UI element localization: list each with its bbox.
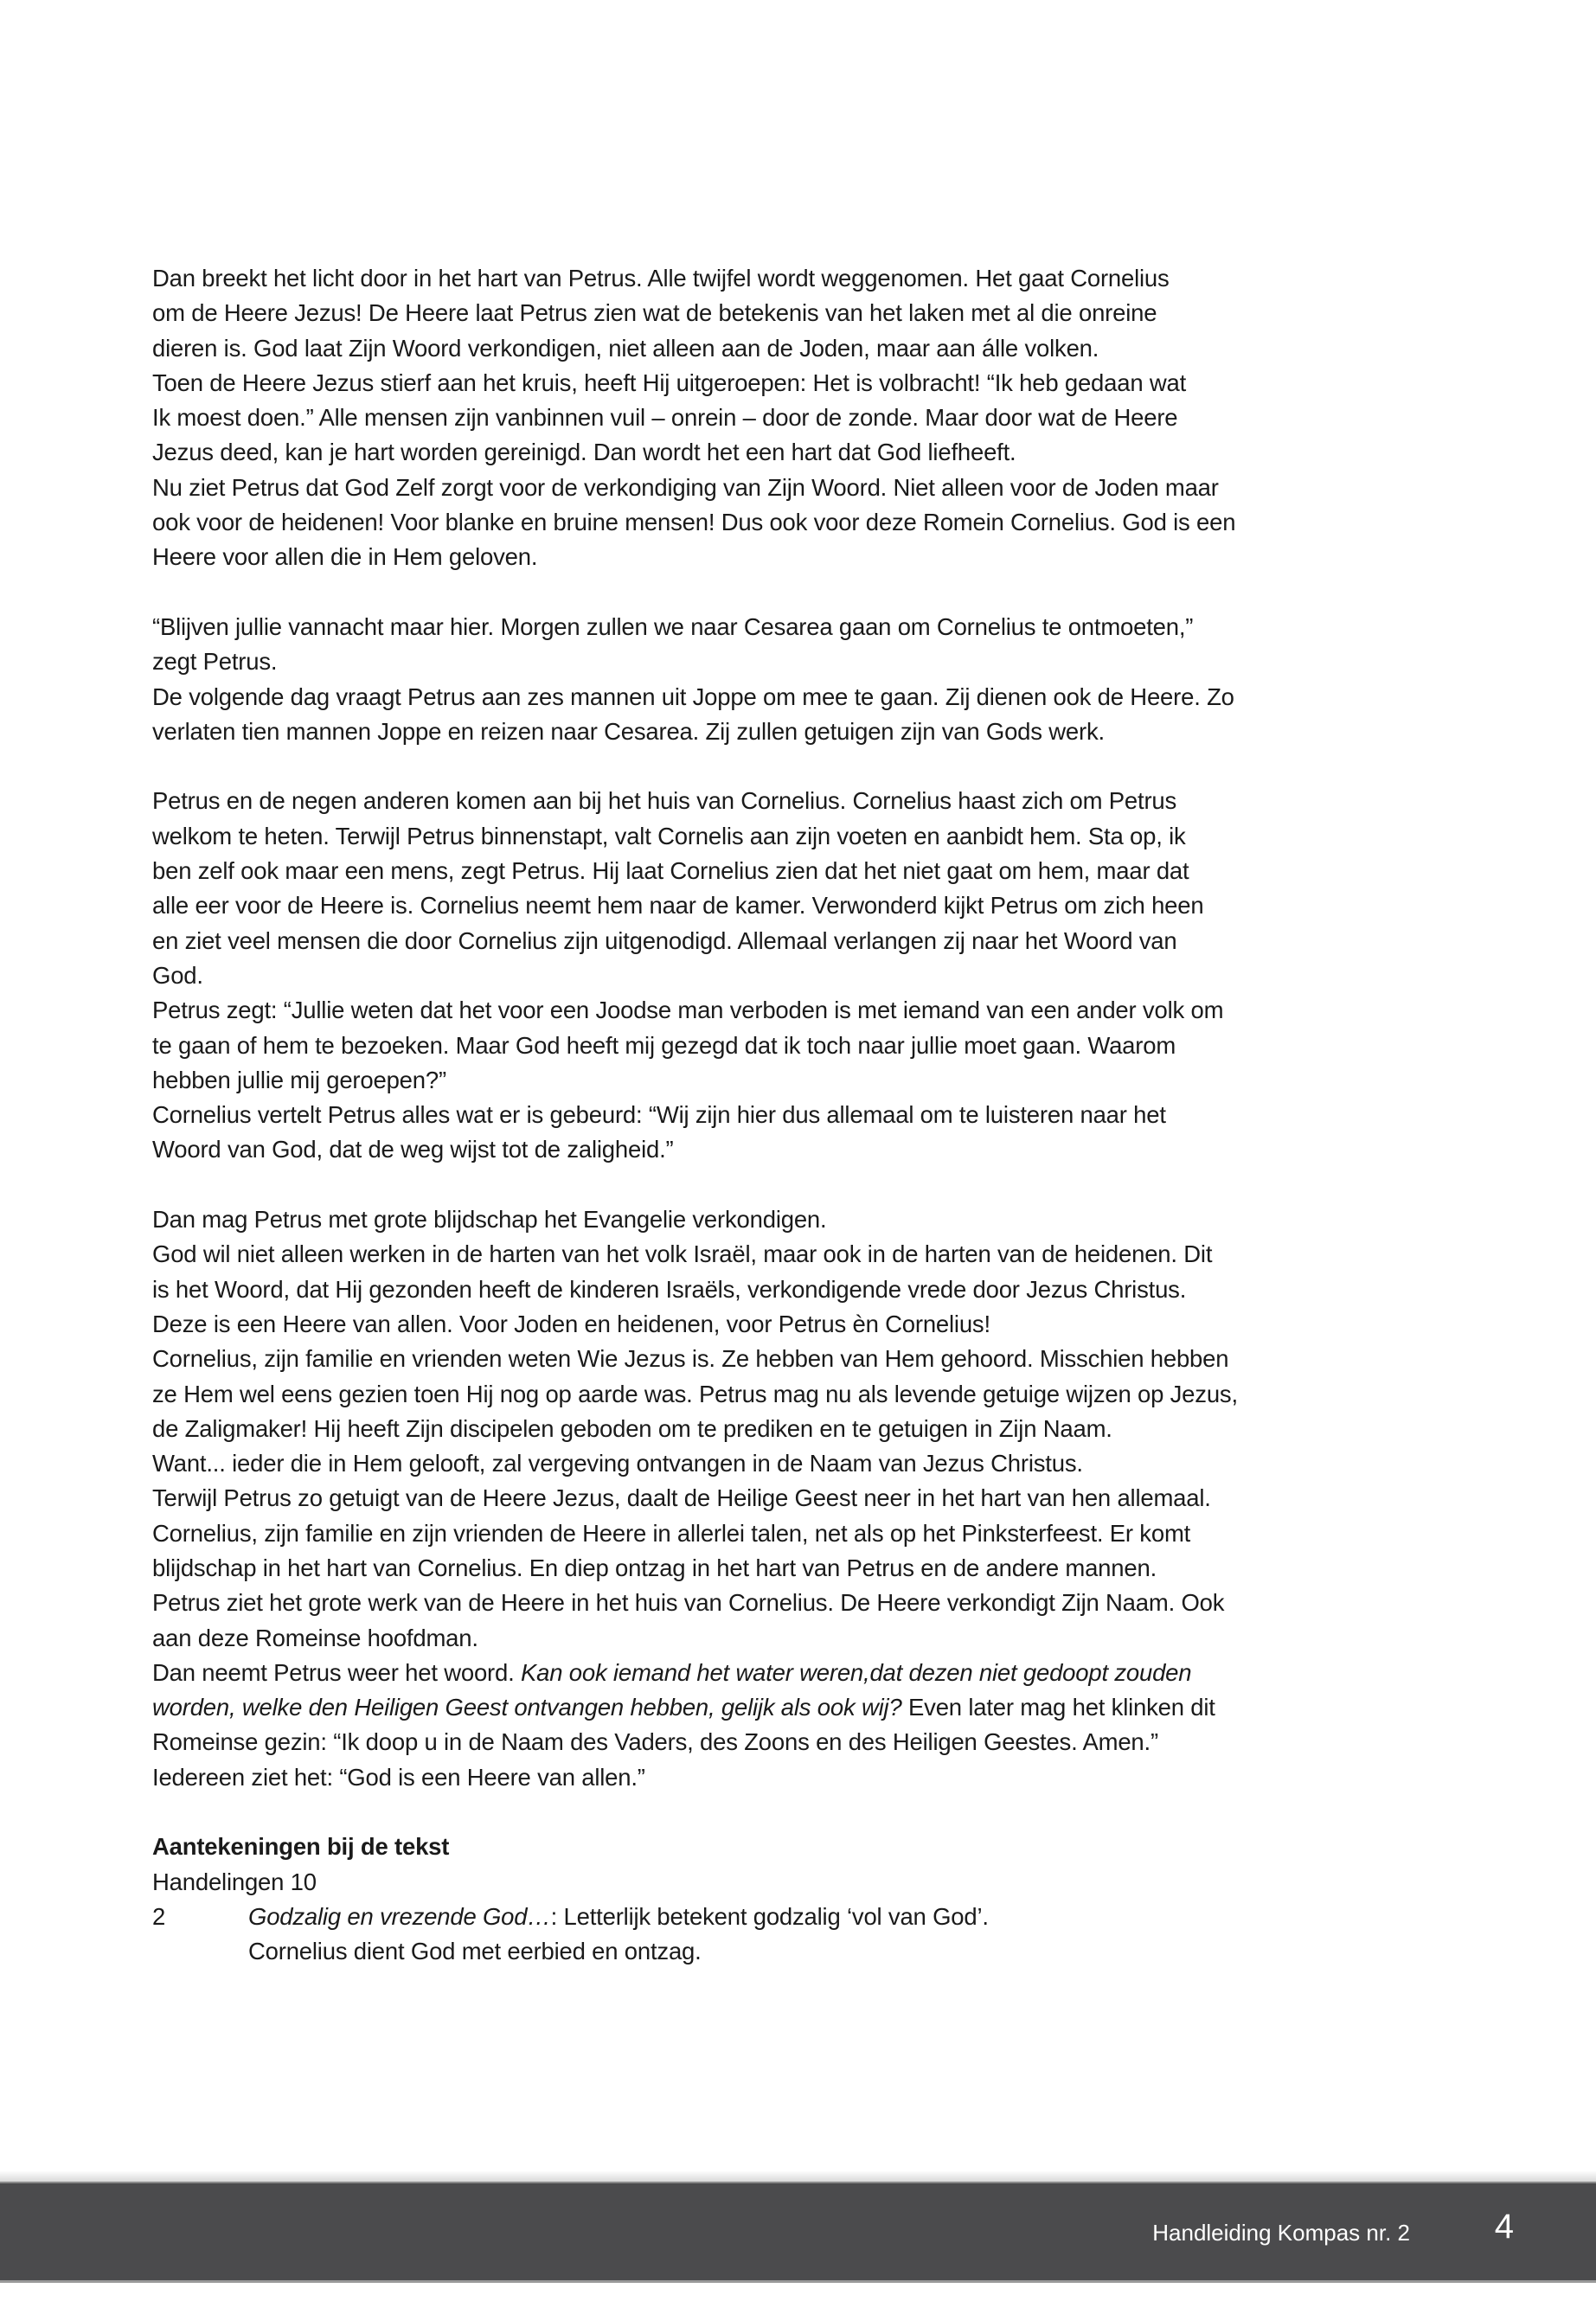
text-line [152, 1621, 1450, 1656]
notes-section [152, 1830, 1450, 1969]
text-line [152, 401, 1450, 435]
text-segment: Want... ieder die in Hem gelooft, zal vergeving ontvangen in de Naam van Jezus Christus. [152, 1450, 1083, 1477]
text-segment: alle eer voor de Heere is. Cornelius neemt hem naar de kamer. Verwonderd kijkt Petrus om zich heen [152, 892, 1204, 920]
paragraph-block [152, 261, 1450, 575]
text-line [152, 540, 1450, 574]
text-line [152, 1656, 1450, 1690]
text-line [152, 1690, 1450, 1725]
text-segment: Jezus deed, kan je hart worden gereinigd. Dan wordt het een hart dat God liefheeft. [152, 439, 1016, 466]
text-line [152, 435, 1450, 470]
text-segment: Terwijl Petrus zo getuigt van de Heere Jezus, daalt de Heilige Geest neer in het hart van hen allemaal. [152, 1484, 1211, 1512]
text-line [152, 1551, 1450, 1586]
notes-heading: Aantekeningen bij de tekst [152, 1833, 450, 1861]
text-segment: Petrus en de negen anderen komen aan bij het huis van Cornelius. Cornelius haast zich om Petrus [152, 787, 1177, 815]
text-segment: ben zelf ook maar een mens, zegt Petrus. Hij laat Cornelius zien dat het niet gaat om hem, maar dat [152, 857, 1189, 885]
text-line [152, 888, 1450, 923]
text-line [152, 784, 1450, 818]
text-segment: Dan breekt het licht door in het hart van Petrus. Alle twijfel wordt weggenomen. Het gaat Cornelius [152, 265, 1170, 292]
notes-book: Handelingen 10 [152, 1868, 317, 1895]
text-line [152, 1202, 1450, 1237]
text-segment: verlaten tien mannen Joppe en reizen naar Cesarea. Zij zullen getuigen zijn van Gods werk. [152, 717, 1105, 745]
note-continuation: Cornelius dient God met eerbied en ontzag. [248, 1938, 702, 1965]
text-segment: Dan neemt Petrus weer het woord. [152, 1658, 521, 1686]
text-segment: Ik moest doen.” Alle mensen zijn vanbinnen vuil – onrein – door de zonde. Maar door wat de Heere [152, 404, 1178, 432]
note-item [152, 1900, 1450, 1934]
text-segment: Cornelius vertelt Petrus alles wat er is gebeurd: “Wij zijn hier dus allemaal om te luisteren naar het [152, 1101, 1166, 1129]
text-line [152, 644, 1450, 679]
text-segment: zegt Petrus. [152, 648, 278, 676]
text-segment: Iedereen ziet het: “God is een Heere van allen.” [152, 1763, 645, 1791]
text-line [152, 610, 1450, 644]
text-segment: Petrus zegt: “Jullie weten dat het voor een Joodse man verboden is met iemand van een ander volk om [152, 997, 1224, 1024]
text-segment: en ziet veel mensen die door Cornelius zijn uitgenodigd. Allemaal verlangen zij naar het Woord van [152, 926, 1177, 954]
text-segment: welkom te heten. Terwijl Petrus binnenstapt, valt Cornelis aan zijn voeten en aanbidt hem. Sta op, ik [152, 822, 1186, 849]
text-segment: God. [152, 961, 203, 989]
text-line [152, 1760, 1450, 1795]
text-line [152, 1029, 1450, 1063]
text-line [152, 854, 1450, 888]
text-line [152, 993, 1450, 1028]
text-line [152, 1272, 1450, 1307]
text-line [152, 924, 1450, 958]
text-line [152, 1063, 1450, 1098]
text-segment: Romeinse gezin: “Ik doop u in de Naam des Vaders, des Zoons en des Heiligen Geestes. Amen.” [152, 1728, 1158, 1756]
text-line [152, 1412, 1450, 1446]
text-line [152, 1132, 1450, 1167]
text-line [152, 1237, 1450, 1272]
text-line [152, 1342, 1450, 1376]
footer-title: Handleiding Kompas nr. 2 [1152, 2220, 1410, 2246]
text-line [152, 331, 1450, 366]
text-line [152, 1446, 1450, 1481]
page-footer [0, 2182, 1596, 2283]
text-segment: “Blijven jullie vannacht maar hier. Morgen zullen we naar Cesarea gaan om Cornelius te ontmoeten,” [152, 612, 1194, 640]
text-line [152, 1307, 1450, 1342]
text-segment: De volgende dag vraagt Petrus aan zes mannen uit Joppe om mee te gaan. Zij dienen ook de Heere. Zo [152, 683, 1234, 710]
text-segment: ze Hem wel eens gezien toen Hij nog op aarde was. Petrus mag nu als levende getuige wijzen op Jezus, [152, 1380, 1238, 1407]
note-term: Godzalig en vrezende God… [248, 1902, 551, 1930]
text-line [152, 505, 1450, 540]
text-line [152, 1586, 1450, 1620]
text-segment: te gaan of hem te bezoeken. Maar God heeft mij gezegd dat ik toch naar jullie moet gaan. Waarom [152, 1031, 1176, 1059]
text-line [152, 680, 1450, 715]
text-segment: Deze is een Heere van allen. Voor Joden en heidenen, voor Petrus èn Cornelius! [152, 1310, 990, 1337]
text-segment: Toen de Heere Jezus stierf aan het kruis, heeft Hij uitgeroepen: Het is volbracht! “Ik heb gedaan wat [152, 369, 1187, 396]
text-line [152, 1481, 1450, 1516]
note-text: : Letterlijk betekent godzalig ‘vol van God’. [550, 1902, 989, 1930]
text-segment: Even later mag het klinken dit [901, 1694, 1215, 1721]
text-line [152, 366, 1450, 401]
document-body [152, 261, 1450, 1970]
text-line [152, 261, 1450, 296]
text-segment: Petrus ziet het grote werk van de Heere in het huis van Cornelius. De Heere verkondigt Zijn Naam. Ook [152, 1589, 1225, 1617]
text-segment: dieren is. God laat Zijn Woord verkondigen, niet alleen aan de Joden, maar aan álle volken. [152, 334, 1099, 362]
text-segment: blijdschap in het hart van Cornelius. En diep ontzag in het hart van Petrus en de andere mannen. [152, 1554, 1157, 1581]
note-verse: 2 [152, 1902, 166, 1930]
text-line [152, 1098, 1450, 1132]
text-segment: Heere voor allen die in Hem geloven. [152, 543, 538, 571]
text-segment: de Zaligmaker! Hij heeft Zijn discipelen geboden om te prediken en te getuigen in Zijn Naam. [152, 1414, 1112, 1442]
text-line [152, 471, 1450, 505]
text-line [152, 1377, 1450, 1412]
text-line [152, 715, 1450, 749]
text-segment: Nu ziet Petrus dat God Zelf zorgt voor de verkondiging van Zijn Woord. Niet alleen voor de Joden maar [152, 473, 1219, 501]
paragraph-block [152, 784, 1450, 1167]
text-segment: Cornelius, zijn familie en zijn vrienden de Heere in allerlei talen, net als op het Pinksterfeest. Er komt [152, 1519, 1191, 1547]
text-line [152, 296, 1450, 330]
page-number: 4 [1494, 2208, 1514, 2246]
italic-text: Kan ook iemand het water weren,dat dezen niet gedoopt zouden [520, 1658, 1192, 1686]
text-segment: Dan mag Petrus met grote blijdschap het Evangelie verkondigen. [152, 1206, 827, 1234]
text-segment: Cornelius, zijn familie en vrienden weten Wie Jezus is. Ze hebben van Hem gehoord. Misschien hebben [152, 1345, 1229, 1373]
text-line [152, 958, 1450, 993]
text-line [152, 819, 1450, 854]
text-segment: is het Woord, dat Hij gezonden heeft de kinderen Israëls, verkondigende vrede door Jezus Christus. [152, 1275, 1187, 1303]
text-line [152, 1516, 1450, 1551]
text-segment: om de Heere Jezus! De Heere laat Petrus zien wat de betekenis van het laken met al die onreine [152, 299, 1157, 327]
text-line [152, 1725, 1450, 1759]
text-segment: hebben jullie mij geroepen?” [152, 1066, 446, 1093]
text-segment: aan deze Romeinse hoofdman. [152, 1624, 478, 1651]
text-segment: ook voor de heidenen! Voor blanke en bruine mensen! Dus ook voor deze Romein Cornelius. God is een [152, 509, 1236, 536]
text-segment: God wil niet alleen werken in de harten van het volk Israël, maar ook in de harten van de heidenen. Dit [152, 1240, 1213, 1268]
text-segment: Woord van God, dat de weg wijst tot de zaligheid.” [152, 1136, 674, 1163]
paragraph-block [152, 610, 1450, 749]
paragraph-block [152, 1202, 1450, 1795]
italic-text: worden, welke den Heiligen Geest ontvangen hebben, gelijk als ook wij? [152, 1694, 902, 1721]
